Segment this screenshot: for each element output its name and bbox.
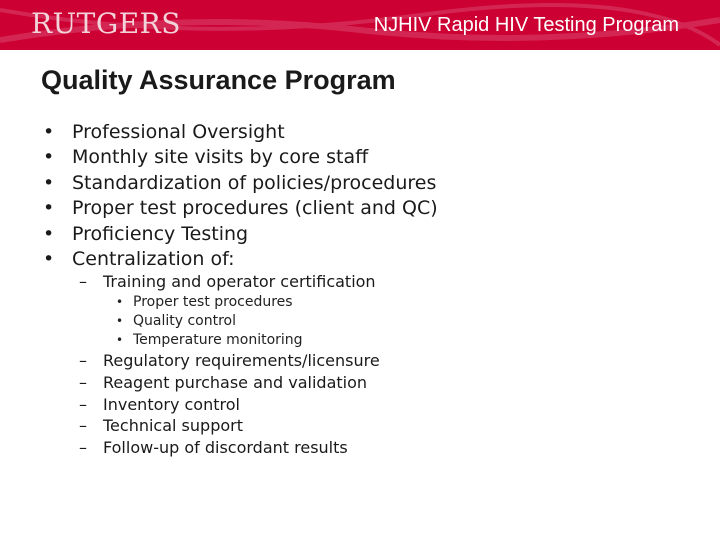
bullet-dot: • [43, 146, 55, 168]
bullet-dot: • [43, 197, 55, 219]
rutgers-logo: RUTGERS [31, 7, 181, 40]
dash-marker: – [79, 272, 87, 291]
slide-title: Quality Assurance Program [41, 65, 396, 95]
sub-item-text: Inventory control [103, 395, 240, 414]
program-name: NJHIV Rapid HIV Testing Program [373, 14, 679, 36]
dash-marker: – [79, 395, 87, 414]
dash-marker: – [79, 416, 87, 435]
sub-sub-item-text: Temperature monitoring [133, 332, 303, 348]
bullet-dot: • [43, 223, 55, 245]
small-bullet: • [116, 333, 124, 347]
bullet-text: Proper test procedures (client and QC) [72, 197, 438, 219]
bullet-text: Proficiency Testing [72, 223, 249, 245]
dash-marker: – [79, 351, 87, 370]
bullet-dot: • [43, 121, 55, 143]
sub-item-text: Reagent purchase and validation [103, 373, 368, 392]
sub-sub-item-text: Quality control [133, 313, 237, 329]
dash-marker: – [79, 373, 87, 392]
bullet-text: Standardization of policies/procedures [72, 172, 437, 194]
sub-sub-item-text: Proper test procedures [133, 294, 293, 310]
small-bullet: • [116, 314, 124, 328]
small-bullet: • [116, 295, 124, 309]
bullet-dot: • [43, 172, 55, 194]
sub-item-text: Follow-up of discordant results [103, 438, 348, 457]
header-bar [0, 0, 720, 50]
sub-item-text: Technical support [103, 416, 243, 435]
bullet-text: Professional Oversight [72, 121, 285, 143]
dash-marker: – [79, 438, 87, 457]
bullet-text: Centralization of: [72, 248, 235, 270]
sub-item-text: Regulatory requirements/licensure [103, 351, 380, 370]
bullet-dot: • [43, 248, 55, 270]
bullet-text: Monthly site visits by core staff [72, 146, 369, 168]
sub-item-text: Training and operator certification [103, 272, 376, 291]
